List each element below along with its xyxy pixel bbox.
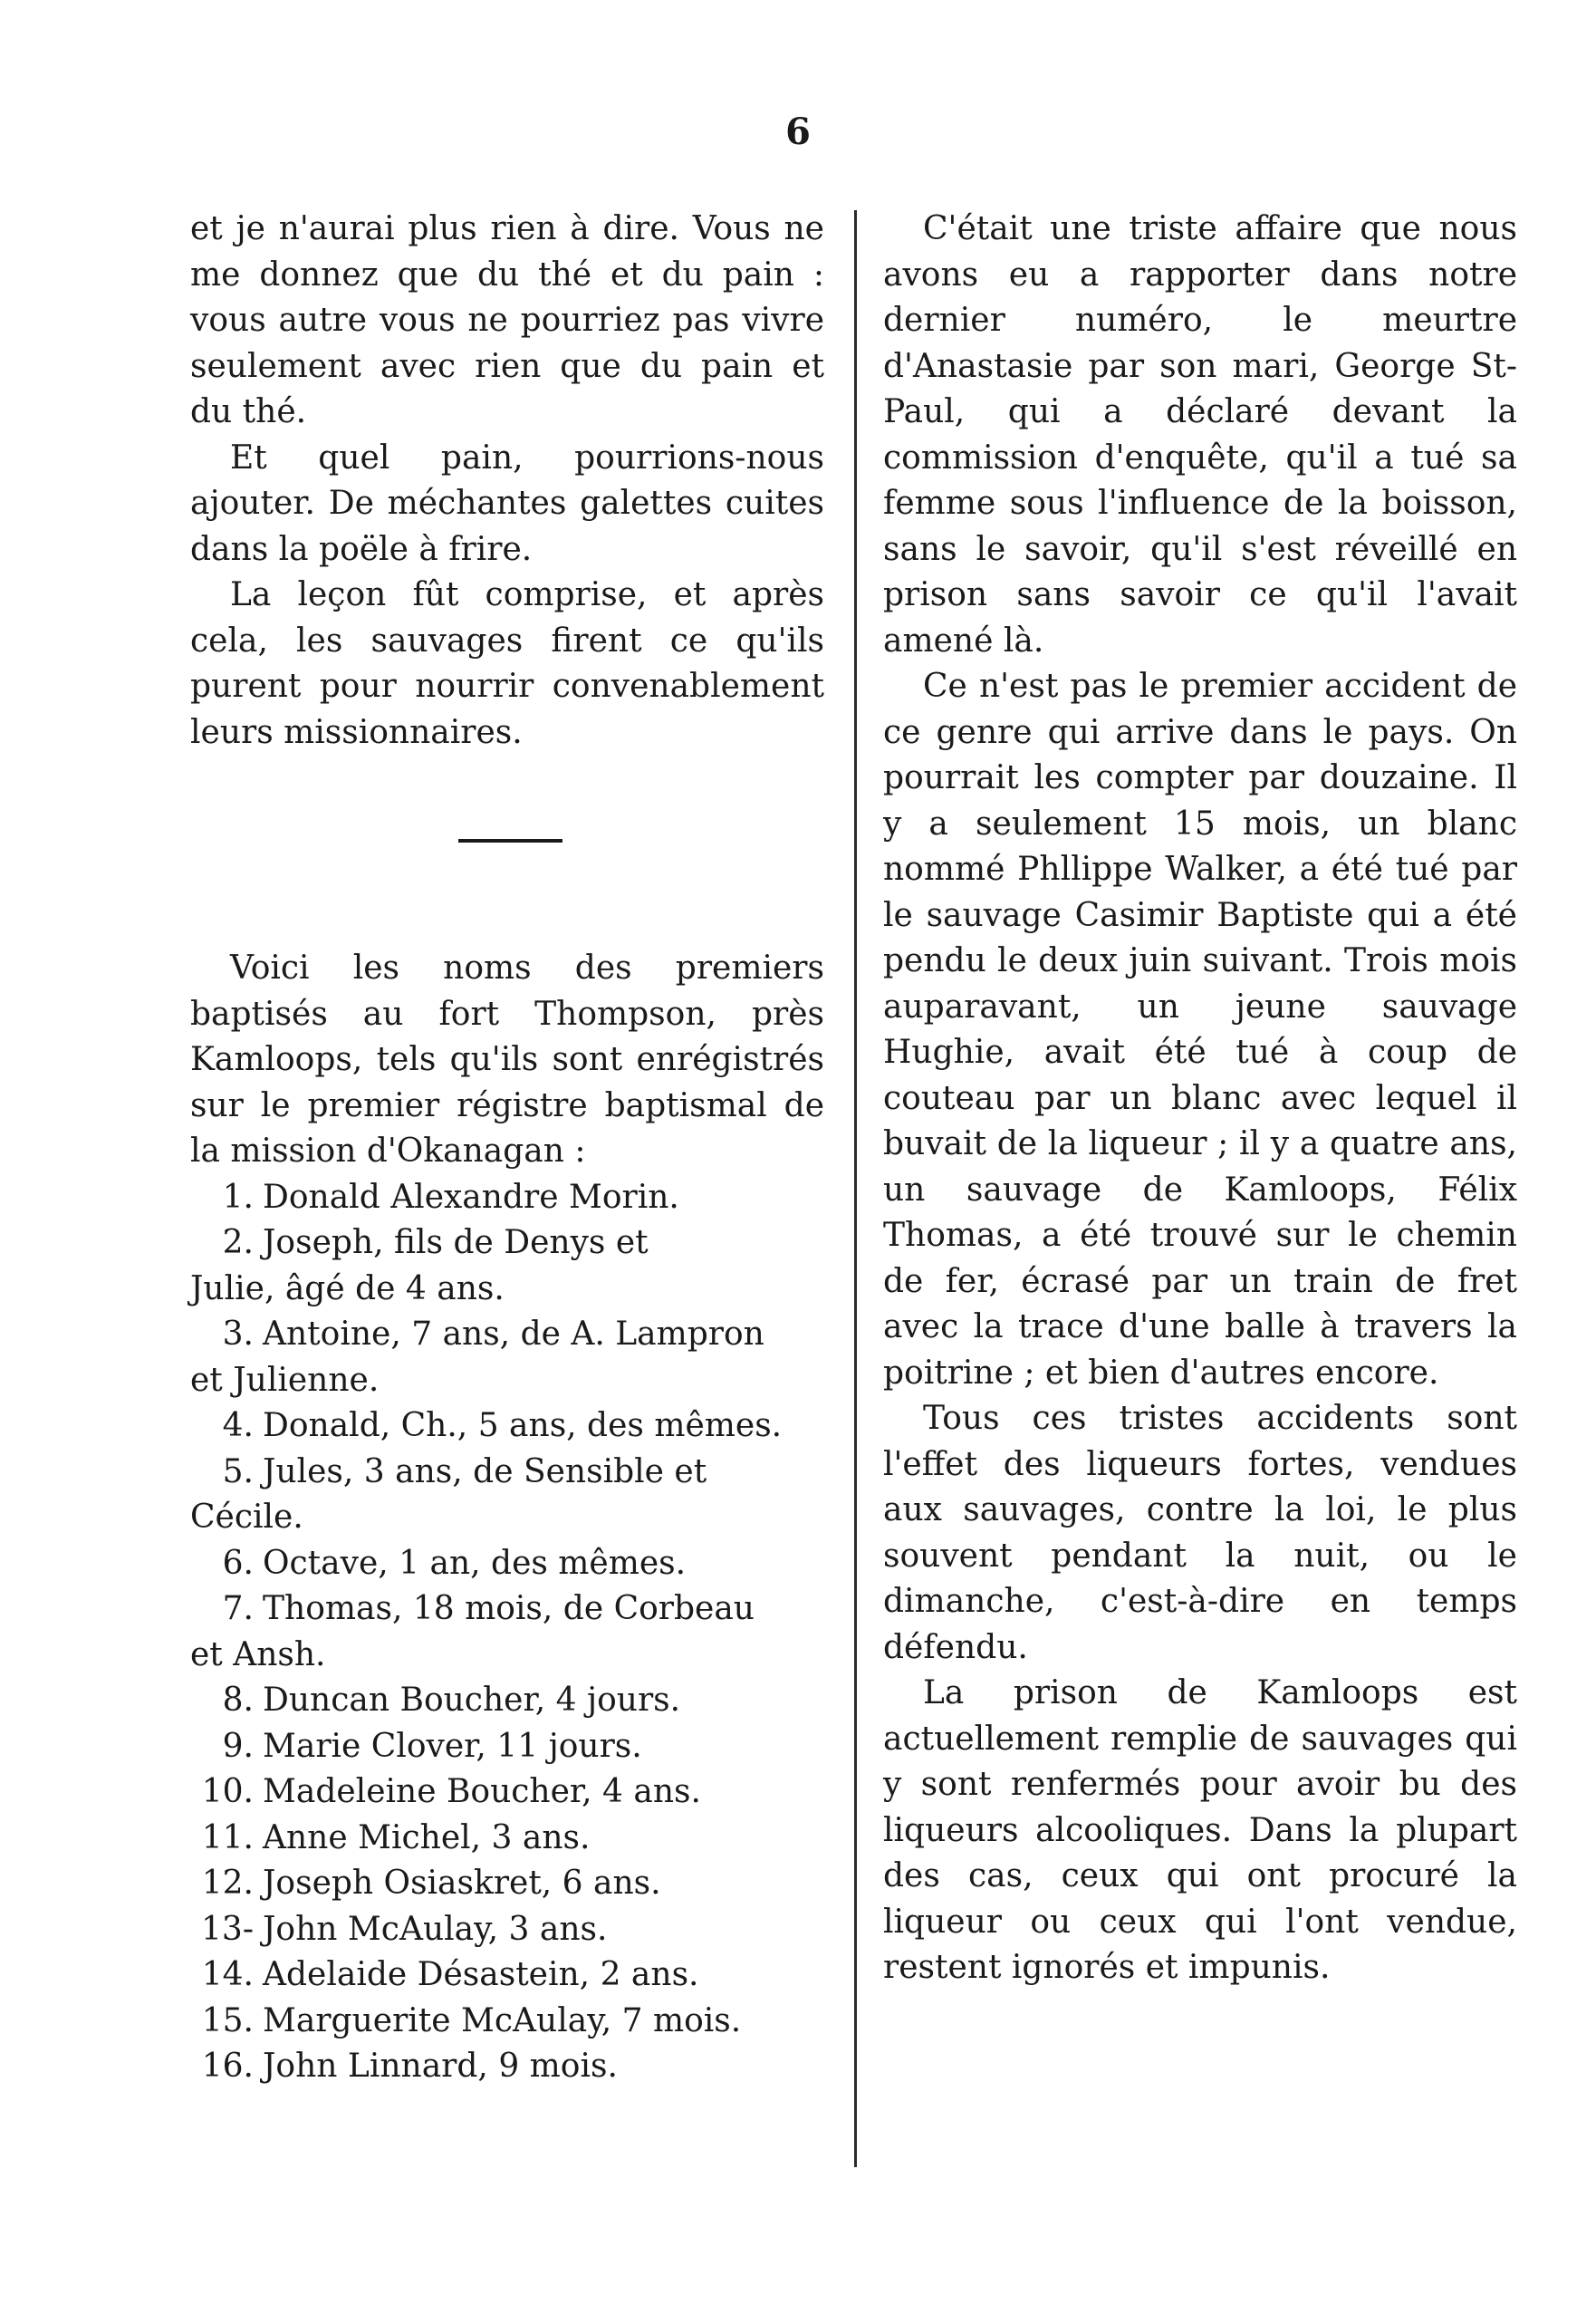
paragraph: La prison de Kamloops est actuellement remplie de sauvages qui y sont renfermés pour avoir bu des liqueurs alcooliques. Dans la plupart des cas, ceux qui ont procuré la liqueur ou ceux qui l'ont vendue, restent ignorés et impunis. (883, 1674, 1517, 1986)
list-item-text: Joseph, fils de Denys et (263, 1224, 649, 1261)
list-item-number: 11. (201, 1818, 254, 1856)
list-item-text: Joseph Osiaskret, 6 ans. (263, 1865, 661, 1902)
baptism-list (190, 1175, 824, 2090)
left-column (190, 207, 824, 2090)
list-item-text: Donald Alexandre Morin. (263, 1178, 679, 1216)
list-item (190, 1769, 824, 1816)
paragraph: Ce n'est pas le premier accident de ce genre qui arrive dans le pays. On pourrait les compter par douzaine. Il y a seulement 15 mois, un blanc nommé Phllippe Walker, a été tué par le sauvage Casimir Baptiste qui a été pendu le deux juin suivant. Trois mois auparavant, un jeune sauvage Hughie, avait été tué à coup de couteau par un blanc avec lequel il buvait de la liqueur ; il y a quatre ans, un sauvage de Kamloops, Félix Thomas, a été trouvé sur le chemin de fer, écrasé par un train de fret avec la trace d'une balle à travers la poitrine ; et bien d'autres encore. (883, 668, 1517, 1392)
list-item-text: Thomas, 18 mois, de Corbeau (263, 1590, 755, 1627)
paragraph: La leçon fût comprise, et après cela, les sauvages firent ce qu'ils purent pour nourrir convenablement leurs missionnaires. (190, 576, 824, 751)
list-item (190, 1952, 824, 1999)
list-item-number: 9. (222, 1727, 254, 1765)
list-item-continuation: Cécile. (190, 1499, 303, 1536)
baptism-list-intro: Voici les noms des premiers baptisés au fort Thompson, près Kamloops, tels qu'ils sont enrégistrés sur le premier régistre baptismal de la mission d'Okanagan : (190, 949, 824, 1170)
list-item (190, 1678, 824, 1724)
paragraph: Et quel pain, pourrions-nous ajouter. De méchantes galettes cuites dans la poële à frire. (190, 439, 824, 568)
list-item (190, 1541, 824, 1587)
paragraph: et je n'aurai plus rien à dire. Vous ne me donnez que du thé et du pain : vous autre vous ne pourriez pas vivre seulement avec rien que du pain et du thé. (190, 210, 824, 430)
list-item-text: Adelaide Désastein, 2 ans. (263, 1956, 699, 1993)
list-item (190, 1220, 824, 1312)
list-item-text: Antoine, 7 ans, de A. Lampron (263, 1316, 764, 1353)
list-item (190, 1450, 824, 1541)
list-item-number: 15. (201, 2001, 254, 2039)
list-item-number: 12. (201, 1865, 254, 1902)
list-item-continuation: et Julienne. (190, 1361, 380, 1399)
list-item-number: 8. (222, 1682, 254, 1719)
list-item (190, 1175, 824, 1221)
list-item-number: 3. (222, 1316, 254, 1353)
list-item (190, 1403, 824, 1450)
list-item-number: 2. (222, 1224, 254, 1261)
list-item-continuation: et Ansh. (190, 1635, 326, 1673)
list-item-number: 10. (201, 1773, 254, 1810)
list-item (190, 1586, 824, 1678)
list-item-number: 4. (222, 1407, 254, 1444)
list-item (190, 1312, 824, 1403)
list-item-text: Madeleine Boucher, 4 ans. (263, 1773, 701, 1810)
list-item-text: Duncan Boucher, 4 jours. (263, 1682, 681, 1719)
list-item-number: 1. (222, 1178, 254, 1216)
paragraph: C'était une triste affaire que nous avons eu a rapporter dans notre dernier numéro, le meurtre d'Anastasie par son mari, George St-Paul, qui a déclaré devant la commission d'enquête, qu'il a tué sa femme sous l'influence de la boisson, sans le savoir, qu'il s'est réveillé en prison sans savoir ce qu'il l'avait amené là. (883, 210, 1517, 660)
column-divider (854, 210, 857, 2167)
list-item-number: 13- (201, 1910, 254, 1948)
list-item-continuation: Julie, âgé de 4 ans. (190, 1269, 505, 1307)
list-item (190, 1907, 824, 1953)
list-item (190, 1999, 824, 2045)
list-item-text: Marguerite McAulay, 7 mois. (263, 2001, 742, 2039)
list-item (190, 1816, 824, 1862)
list-item-number: 16. (201, 2048, 254, 2085)
list-item (190, 1724, 824, 1770)
list-item (190, 1861, 824, 1907)
list-item-text: Jules, 3 ans, de Sensible et (263, 1452, 707, 1490)
list-item-number: 14. (201, 1956, 254, 1993)
list-item-number: 5. (222, 1452, 254, 1490)
list-item (190, 2044, 824, 2090)
list-item-number: 6. (222, 1544, 254, 1582)
list-item-text: Anne Michel, 3 ans. (263, 1818, 591, 1856)
page-number: 6 (785, 111, 811, 153)
list-item-text: Donald, Ch., 5 ans, des mêmes. (263, 1407, 783, 1444)
list-item-text: Marie Clover, 11 jours. (263, 1727, 642, 1765)
list-item-number: 7. (222, 1590, 254, 1627)
list-item-text: John Linnard, 9 mois. (263, 2048, 618, 2085)
paragraph: Tous ces tristes accidents sont l'effet des liqueurs fortes, vendues aux sauvages, contre la loi, le plus souvent pendant la nuit, ou le dimanche, c'est-à-dire en temps défendu. (883, 1400, 1517, 1666)
section-rule (458, 839, 562, 843)
right-column (883, 207, 1517, 1991)
list-item-text: John McAulay, 3 ans. (263, 1910, 608, 1948)
list-item-text: Octave, 1 an, des mêmes. (263, 1544, 687, 1582)
